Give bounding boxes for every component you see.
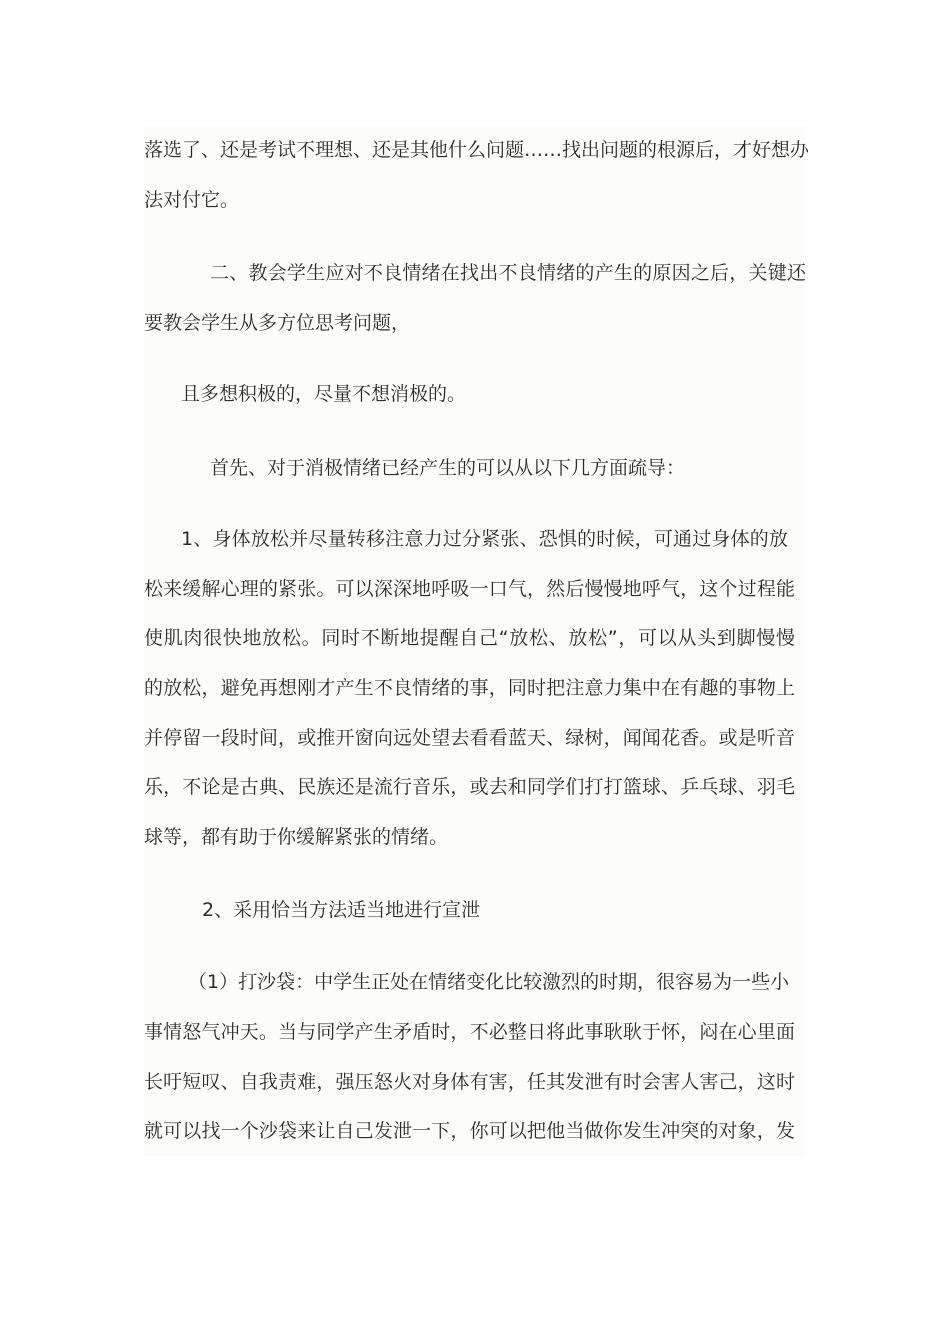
item-1-line-7: 球等，都有助于你缓解紧张的情绪。: [144, 826, 449, 848]
item-1-line-5: 并停留一段时间，或推开窗向远处望去看看蓝天、绿树，闻闻花香。或是听音: [144, 727, 795, 749]
item-2-1-line-3: 长吁短叹、自我责难，强压怒火对身体有害，任其发泄有时会害人害己，这时: [144, 1071, 795, 1093]
paragraph-line-first: 首先、对于消极情绪已经产生的可以从以下几方面疏导：: [210, 457, 686, 479]
paragraph-line-2: 法对付它。: [144, 189, 240, 211]
item-2-1-line-1: （1）打沙袋：中学生正处在情绪变化比较激烈的时期，很容易为一些小: [188, 971, 790, 993]
item-2-1-line-2: 事情怒气冲天。当与同学产生矛盾时，不必整日将此事耿耿于怀，闷在心里面: [144, 1021, 795, 1043]
item-1-line-3: 使肌肉很快地放松。同时不断地提醒自己“放松、放松”，可以从头到脚慢慢: [144, 627, 795, 649]
section-heading-2-line-2: 要教会学生从多方位思考问题，: [144, 312, 411, 334]
item-2-heading: 2、采用恰当方法适当地进行宣泄: [202, 899, 481, 921]
item-2-1-line-4: 就可以找一个沙袋来让自己发泄一下，你可以把他当做你发生冲突的对象，发: [144, 1120, 795, 1142]
item-1-line-4: 的放松，避免再想刚才产生不良情绪的事，同时把注意力集中在有趣的事物上: [144, 677, 795, 699]
item-1-line-6: 乐，不论是古典、民族还是流行音乐，或去和同学们打打篮球、乒乓球、羽毛: [144, 776, 795, 798]
item-1-line-2: 松来缓解心理的紧张。可以深深地呼吸一口气，然后慢慢地呼气，这个过程能: [144, 578, 795, 600]
paragraph-line-1: 落选了、还是考试不理想、还是其他什么问题……找出问题的根源后，才好想办: [144, 139, 810, 161]
section-heading-2-line-1: 二、教会学生应对不良情绪在找出不良情绪的产生的原因之后，关键还: [210, 262, 806, 284]
item-1-line-1: 1、身体放松并尽量转移注意力过分紧张、恐惧的时候，可通过身体的放: [181, 528, 788, 550]
paragraph-line-positive: 且多想积极的，尽量不想消极的。: [181, 383, 467, 405]
